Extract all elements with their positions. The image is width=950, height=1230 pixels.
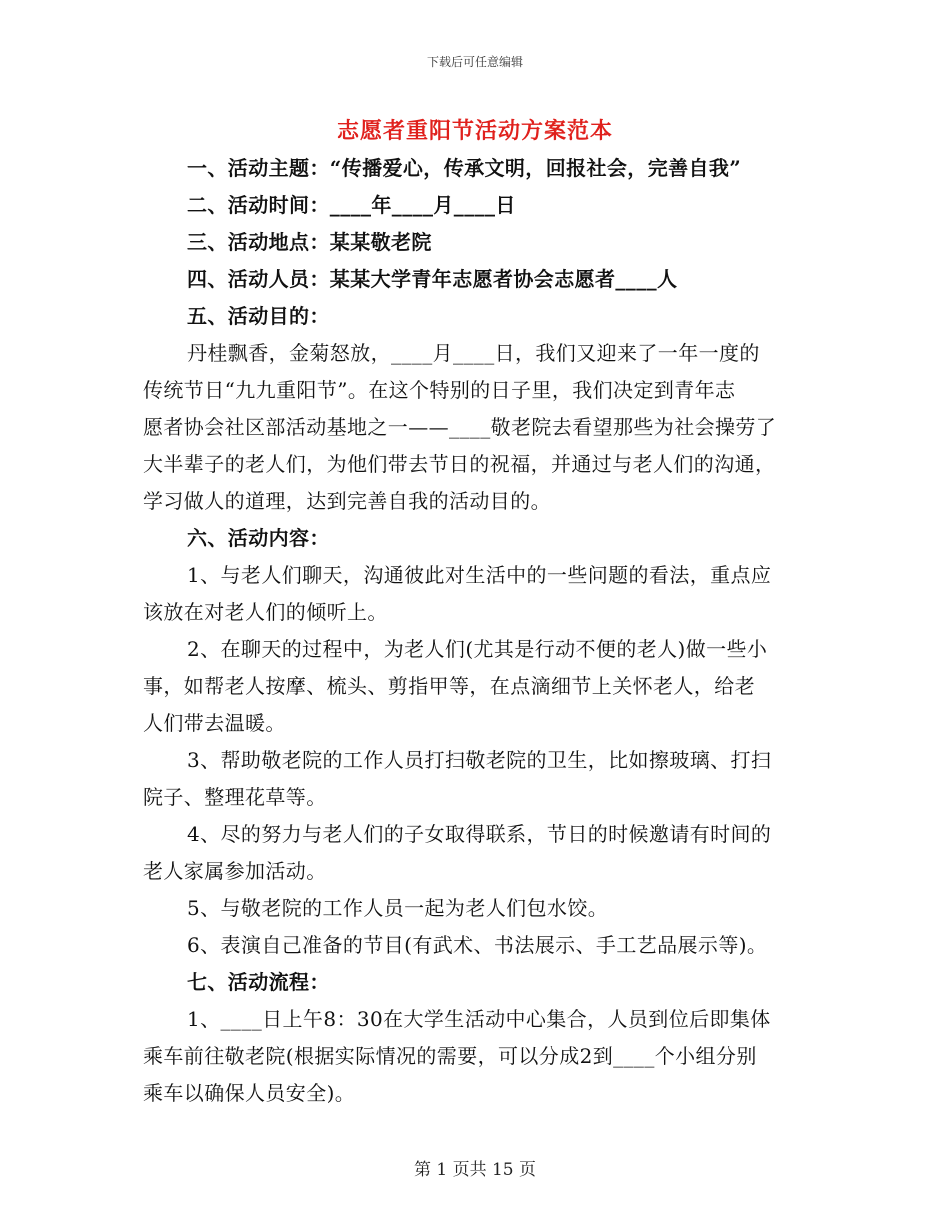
paragraph-line: 1、与老人们聊天，沟通彼此对生活中的一些问题的看法，重点应: [187, 563, 772, 587]
section-heading: 五、活动目的：: [187, 304, 330, 328]
paragraph-line: 4、尽的努力与老人们的子女取得联系，节日的时候邀请有时间的: [187, 822, 772, 846]
paragraph-line: 大半辈子的老人们，为他们带去节日的祝福，并通过与老人们的沟通，: [143, 452, 776, 476]
paragraph-line: 院子、整理花草等。: [143, 785, 327, 809]
section-heading: 七、活动流程：: [187, 970, 330, 994]
paragraph-line: 愿者协会社区部活动基地之一——____敬老院去看望那些为社会操劳了: [143, 415, 777, 439]
page-header: 下载后可任意编辑: [426, 55, 523, 69]
paragraph-line: 乘车前往敬老院(根据实际情况的需要，可以分成2到____个小组分别: [143, 1044, 757, 1068]
paragraph-line: 学习做人的道理，达到完善自我的活动目的。: [143, 489, 551, 513]
paragraph-line: 2、在聊天的过程中，为老人们(尤其是行动不便的老人)做一些小: [187, 637, 768, 661]
paragraph-line: 丹桂飘香，金菊怒放，____月____日，我们又迎来了一年一度的: [187, 341, 760, 365]
document-body: [143, 150, 811, 1112]
paragraph-line: 乘车以确保人员安全)。: [143, 1081, 356, 1105]
paragraph-line: 人们带去温暖。: [143, 711, 286, 735]
paragraph-line: 6、表演自己准备的节目(有武术、书法展示、手工艺品展示等)。: [187, 933, 768, 957]
page-footer: 第 1 页共 15 页: [413, 1160, 537, 1180]
section-heading: 六、活动内容：: [187, 526, 330, 550]
paragraph-line: 1、____日上午8：30在大学生活动中心集合，人员到位后即集体: [187, 1007, 771, 1031]
paragraph-line: 该放在对老人们的倾听上。: [143, 600, 388, 624]
paragraph-line: 3、帮助敬老院的工作人员打扫敬老院的卫生，比如擦玻璃、打扫: [187, 748, 772, 772]
section-heading: 三、活动地点：某某敬老院: [187, 230, 432, 254]
paragraph-line: 5、与敬老院的工作人员一起为老人们包水饺。: [187, 896, 609, 920]
paragraph-line: 传统节日“九九重阳节”。在这个特别的日子里，我们决定到青年志: [143, 378, 736, 402]
document-title: 志愿者重阳节活动方案范本: [336, 118, 613, 144]
section-heading: 四、活动人员：某某大学青年志愿者协会志愿者____人: [187, 267, 678, 291]
paragraph-line: 老人家属参加活动。: [143, 859, 327, 883]
section-heading: 一、活动主题：“传播爱心，传承文明，回报社会，完善自我”: [187, 156, 742, 180]
paragraph-line: 事，如帮老人按摩、梳头、剪指甲等，在点滴细节上关怀老人，给老: [143, 674, 755, 698]
section-heading: 二、活动时间：____年____月____日: [187, 193, 516, 217]
